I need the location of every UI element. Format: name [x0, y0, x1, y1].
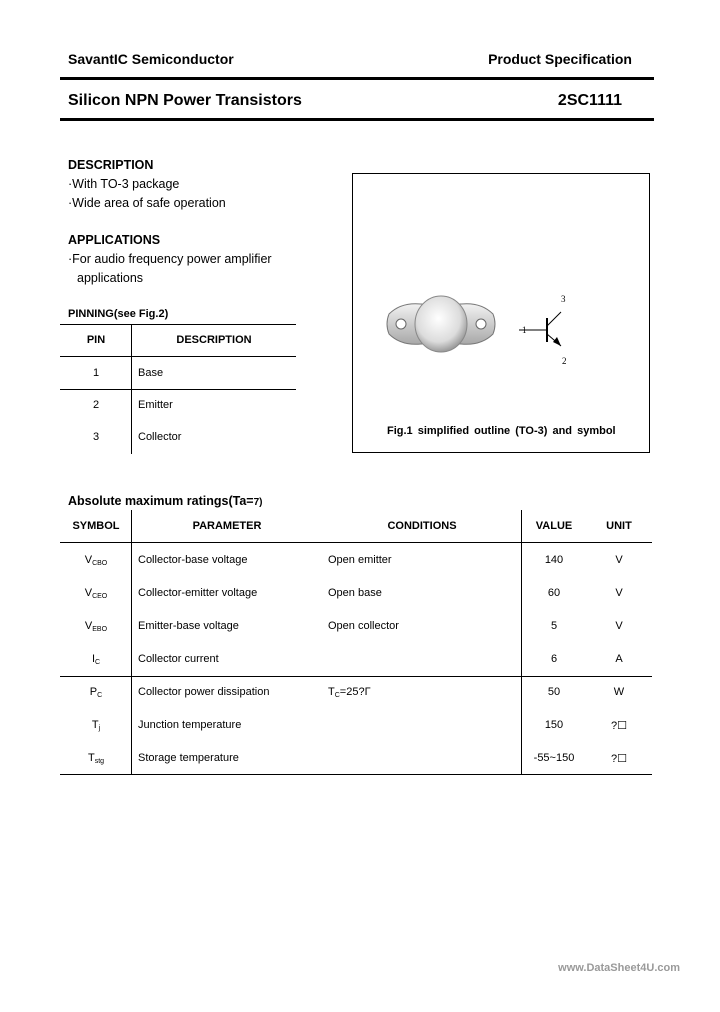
ratings-heading-text: Absolute maximum ratings(Ta= — [68, 494, 254, 508]
rating-conditions: Open emitter — [328, 554, 392, 566]
rating-parameter: Collector current — [138, 653, 219, 665]
ratings-col-divider — [131, 510, 132, 775]
ratings-col-symbol: SYMBOL — [72, 520, 120, 532]
company-name: SavantIC Semiconductor — [68, 51, 234, 67]
rating-parameter: Storage temperature — [138, 752, 239, 764]
rating-parameter: Collector-base voltage — [138, 554, 248, 566]
rating-conditions — [328, 686, 371, 699]
rating-symbol — [60, 752, 132, 765]
rating-symbol — [60, 587, 132, 600]
ratings-col-unit: UNIT — [606, 520, 632, 532]
rating-value: 5 — [550, 620, 558, 632]
applications-line: ·For audio frequency power amplifier — [68, 252, 272, 266]
symbol-main: V — [84, 554, 93, 566]
rating-value: 140 — [544, 554, 564, 566]
symbol-main: V — [84, 620, 93, 632]
rating-unit: ?☐ — [611, 720, 627, 732]
doc-type: Product Specification — [488, 51, 632, 67]
ratings-col-parameter: PARAMETER — [192, 520, 262, 532]
rating-symbol — [60, 686, 132, 699]
symbol-main: P — [89, 686, 98, 698]
applications-line: applications — [77, 271, 144, 285]
rating-unit: ?☐ — [611, 753, 627, 765]
rating-unit: V — [615, 620, 623, 632]
rating-parameter: Junction temperature — [138, 719, 242, 731]
rating-unit: A — [615, 653, 623, 665]
pinning-rule — [60, 389, 296, 390]
product-family: Silicon NPN Power Transistors — [68, 92, 302, 109]
pin2-label: 2 — [562, 356, 567, 366]
pin-description: Collector — [138, 431, 182, 443]
symbol-main: I — [91, 653, 95, 665]
part-number: 2SC1111 — [557, 92, 622, 109]
ratings-col-conditions: CONDITIONS — [387, 520, 457, 532]
applications-heading: APPLICATIONS — [68, 233, 161, 247]
pinning-col-desc: DESCRIPTION — [176, 334, 252, 346]
symbol-main: T — [87, 752, 95, 764]
rating-conditions: Open collector — [328, 620, 399, 632]
description-item: ·Wide area of safe operation — [68, 196, 226, 210]
rating-value: 6 — [550, 653, 558, 665]
to3-package-drawing — [381, 284, 501, 364]
ratings-rule — [60, 542, 652, 543]
symbol-sub: CBO — [92, 560, 108, 567]
pin3-label: 3 — [561, 294, 566, 304]
ratings-rule — [60, 774, 652, 775]
rating-parameter: Collector power dissipation — [138, 686, 270, 698]
pin-number: 2 — [92, 399, 100, 411]
pinning-rule — [60, 356, 296, 357]
rating-value: 60 — [547, 587, 561, 599]
pinning-heading: PINNING(see Fig.2) — [68, 308, 169, 320]
rating-unit: V — [615, 587, 623, 599]
cond-sub: C — [334, 692, 340, 699]
cond-main: T — [328, 686, 335, 698]
symbol-sub: C — [97, 692, 103, 699]
watermark: www.DataSheet4U.com — [558, 962, 680, 974]
npn-symbol-icon — [513, 292, 583, 352]
rating-parameter: Emitter-base voltage — [138, 620, 239, 632]
pin1-label: 1 — [522, 325, 527, 335]
ratings-heading — [68, 494, 262, 508]
rating-symbol — [60, 620, 132, 633]
description-item: ·With TO-3 package — [68, 177, 180, 191]
pin-number: 1 — [92, 367, 100, 379]
pin-description: Emitter — [138, 399, 173, 411]
ratings-heading-suffix: 7) — [253, 497, 263, 508]
figure-box — [352, 173, 650, 453]
symbol-main: T — [91, 719, 99, 731]
cond-after: =25?Г — [339, 686, 371, 698]
pinning-col-pin: PIN — [86, 334, 106, 346]
rating-value: 50 — [547, 686, 561, 698]
description-heading: DESCRIPTION — [68, 158, 154, 172]
rating-unit: W — [613, 686, 625, 698]
pinning-rule — [60, 324, 296, 325]
header-rule-bottom — [60, 118, 654, 121]
rating-symbol — [60, 554, 132, 567]
ratings-col-divider — [521, 510, 522, 775]
symbol-sub: stg — [94, 758, 105, 765]
symbol-sub: CEO — [92, 593, 108, 600]
ratings-rule — [60, 676, 652, 677]
rating-conditions: Open base — [328, 587, 382, 599]
rating-symbol — [60, 653, 132, 666]
symbol-sub: C — [95, 659, 101, 666]
rating-symbol — [60, 719, 132, 732]
figure-caption: Fig.1 simplified outline (TO-3) and symbol — [387, 425, 616, 437]
rating-value: 150 — [544, 719, 564, 731]
symbol-sub: j — [98, 725, 101, 732]
pin-number: 3 — [92, 431, 100, 443]
symbol-main: V — [84, 587, 93, 599]
symbol-sub: EBO — [92, 626, 108, 633]
ratings-col-value: VALUE — [535, 520, 573, 532]
pin-description: Base — [138, 367, 164, 379]
rating-unit: V — [615, 554, 623, 566]
rating-parameter: Collector-emitter voltage — [138, 587, 258, 599]
rating-value: -55~150 — [533, 752, 575, 764]
header-rule-top — [60, 77, 654, 80]
